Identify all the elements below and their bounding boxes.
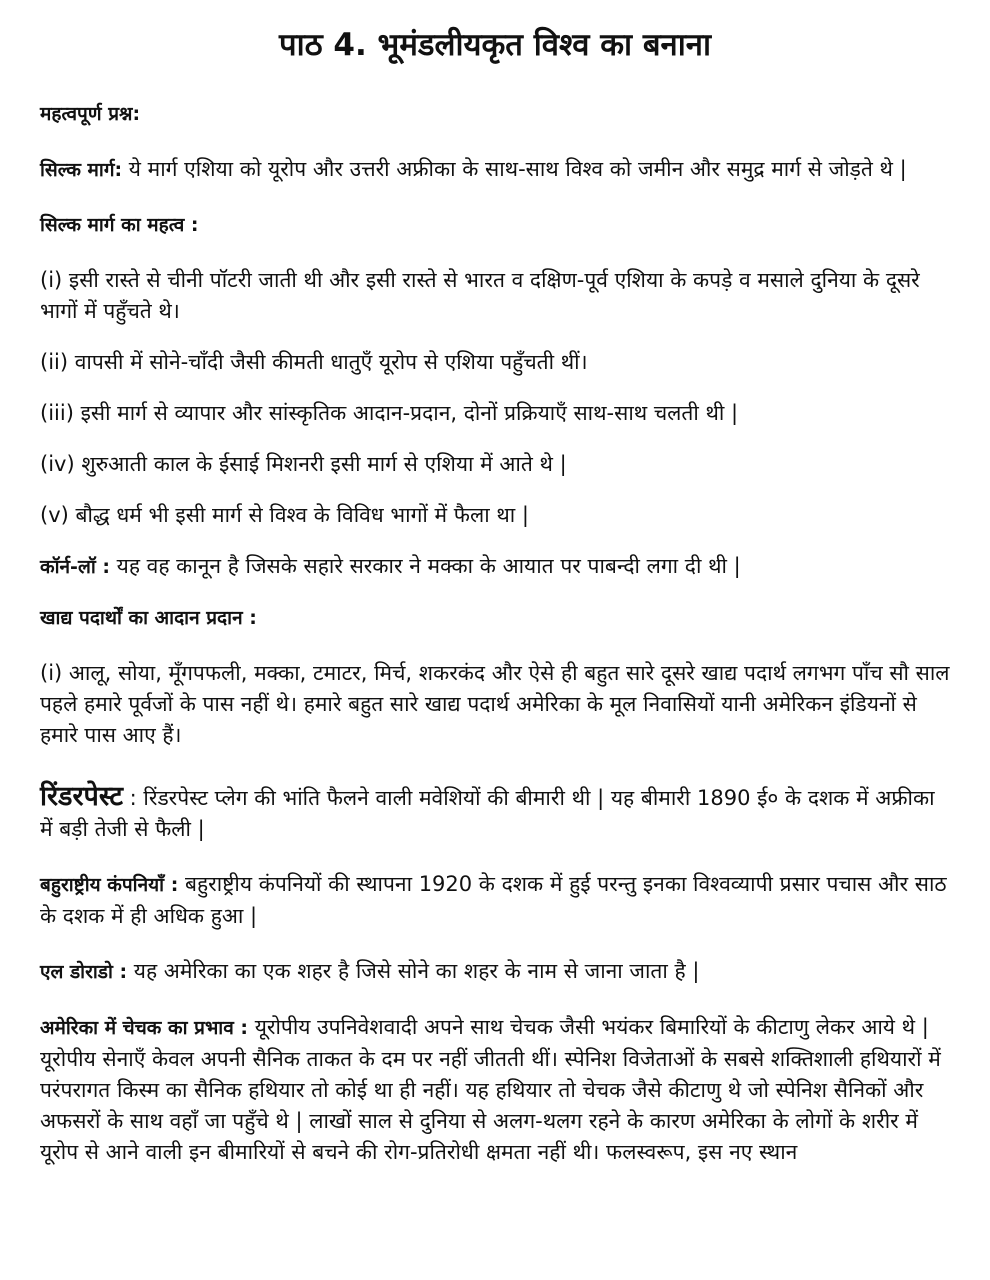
el-dorado-definition (40, 956, 950, 988)
silk-route-point-5: (v) बौद्ध धर्म भी इसी मार्ग से विश्व के विविध भागों में फैला था | (40, 502, 529, 527)
smallpox-impact-text: यूरोपीय उपनिवेशवादी अपने साथ चेचक जैसी भयंकर बिमारियों के कीटाणु लेकर आये थे | यूरोपीय सेनाएँ केवल अपनी सैनिक ताकत के दम पर नहीं जीतती थीं। स्पेनिश विजेताओं के सबसे शक्तिशाली हथियारों में परंपरागत किस्म का सैनिक हथियार तो कोई था ही नहीं। यह हथियार तो चेचक जैसे कीटाणु थे जो स्पेनिश सैनिकों और अफसरों के साथ वहाँ जा पहुँचे थे | लाखों साल से दुनिया से अलग-थलग रहने के कारण अमेरिका के लोगों के शरीर में यूरोप से आने वाली इन बीमारियों से बचने की रोग-प्रतिरोधी क्षमता नहीं थी। फलस्वरूप, इस नए स्थान (40, 1014, 941, 1164)
important-questions-heading: महत्वपूर्ण प्रश्न: (40, 102, 141, 125)
rinderpest-text: : रिंडरपेस्ट प्लेग की भांति फैलने वाली मवेशियों की बीमारी थी | यह बीमारी 1890 ई० के दशक में अफ्रीका में बड़ी तेजी से फैली | (40, 785, 935, 841)
page-title: पाठ 4. भूमंडलीयकृत विश्व का बनाना (278, 27, 712, 63)
food-exchange-heading: खाद्य पदार्थों का आदान प्रदान : (40, 606, 257, 629)
silk-route-point-1: (i) इसी रास्ते से चीनी पॉटरी जाती थी और इसी रास्ते से भारत व दक्षिण-पूर्व एशिया के कपड़े व मसाले दुनिया के दूसरे भागों में पहुँचते थे। (40, 267, 920, 323)
silk-route-importance-heading: सिल्क मार्ग का महत्व : (40, 213, 199, 236)
food-exchange-text: (i) आलू, सोया, मूँगपफली, मक्का, टमाटर, मिर्च, शकरकंद और ऐसे ही बहुत सारे दूसरे खाद्य पदार्थ लगभग पाँच सौ साल पहले हमारे पूर्वजों के पास नहीं थे। हमारे बहुत सारे खाद्य पदार्थ अमेरिका के मूल निवासियों यानी अमेरिकन इंडियनों से हमारे पास आए हैं। (40, 660, 950, 747)
silk-route-definition (40, 154, 950, 186)
rinderpest-definition (40, 781, 950, 845)
corn-law-definition (40, 551, 950, 583)
el-dorado-term: एल डोराडो : (40, 960, 128, 983)
multinationals-definition (40, 869, 950, 932)
rinderpest-term: रिंडरपेस्ट (40, 780, 123, 812)
silk-route-point-2: (ii) वापसी में सोने-चाँदी जैसी कीमती धातुएँ यूरोप से एशिया पहुँचती थीं। (40, 349, 588, 374)
multinationals-text: बहुराष्ट्रीय कंपनियों की स्थापना 1920 के दशक में हुई परन्तु इनका विश्वव्यापी प्रसार पचास और साठ के दशक में ही अधिक हुआ | (40, 871, 947, 928)
el-dorado-text: यह अमेरिका का एक शहर है जिसे सोने का शहर के नाम से जाना जाता है | (127, 958, 700, 983)
multinationals-term: बहुराष्ट्रीय कंपनियाँ : (40, 873, 179, 896)
silk-route-point-3: (iii) इसी मार्ग से व्यापार और सांस्कृतिक आदान-प्रदान, दोनों प्रक्रियाएँ साथ-साथ चलती थी | (40, 400, 739, 425)
corn-law-text: यह वह कानून है जिसके सहारे सरकार ने मक्का के आयात पर पाबन्दी लगा दी थी | (109, 553, 741, 578)
smallpox-impact-term: अमेरिका में चेचक का प्रभाव : (40, 1016, 249, 1039)
smallpox-impact-definition (40, 1012, 950, 1168)
silk-route-term: सिल्क मार्ग: (40, 158, 123, 181)
corn-law-term: कॉर्न-लॉ : (40, 555, 110, 578)
silk-route-text: ये मार्ग एशिया को यूरोप और उत्तरी अफ्रीका के साथ-साथ विश्व को जमीन और समुद्र मार्ग से जोड़ते थे | (122, 156, 907, 181)
silk-route-point-4: (iv) शुरुआती काल के ईसाई मिशनरी इसी मार्ग से एशिया में आते थे | (40, 451, 567, 476)
